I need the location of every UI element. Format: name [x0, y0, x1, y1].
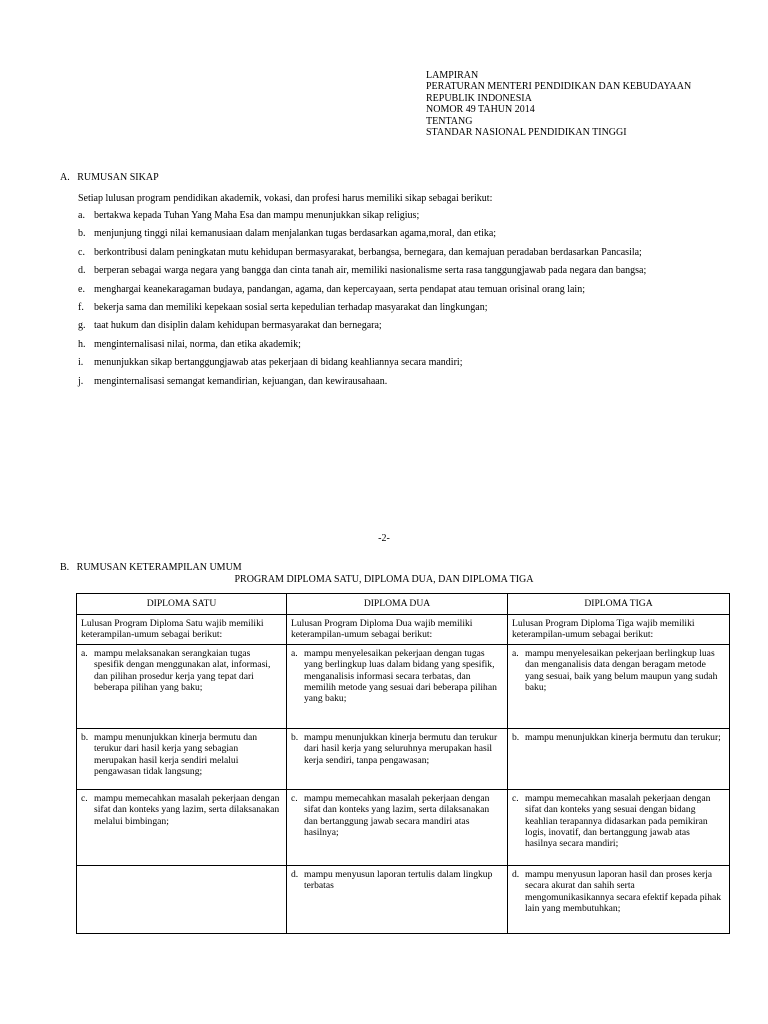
- cell-letter: a.: [81, 647, 88, 659]
- list-item: [78, 265, 710, 277]
- list-item-letter: f.: [78, 301, 84, 313]
- table-row: [77, 615, 730, 645]
- cell-letter: b.: [291, 731, 299, 743]
- list-item: [78, 339, 710, 351]
- list-item: [78, 247, 710, 259]
- table-cell: [287, 615, 508, 645]
- table-cell: [508, 865, 730, 933]
- table-header-row: [77, 594, 730, 615]
- program-title: PROGRAM DIPLOMA SATU, DIPLOMA DUA, DAN DIPLOMA TIGA: [234, 574, 534, 585]
- table-cell: [287, 865, 508, 933]
- cell-text: mampu menyelesaikan pekerjaan dengan tugas yang berlingkup luas dalam bidang yang spesifik, menganalisis informasi secara terbatas, dan memilih metode yang sesuai dari beberapa pilihan yang baku;: [304, 647, 497, 705]
- table-cell: [508, 615, 730, 645]
- table-cell: [77, 615, 287, 645]
- list-item-text: menunjukkan sikap bertanggungjawab atas pekerjaan di bidang keahliannya secara mandiri;: [94, 357, 463, 369]
- cell-letter: c.: [291, 792, 298, 804]
- cell-text: mampu memecahkan masalah pekerjaan dengan sifat dan konteks yang lazim, serta dilaksanakan melalui bimbingan;: [94, 792, 280, 827]
- list-item-text: bertakwa kepada Tuhan Yang Maha Esa dan mampu menunjukkan sikap religius;: [94, 210, 420, 221]
- header-line: TENTANG: [426, 115, 473, 127]
- list-item-text: taat hukum dan disiplin dalam kehidupan bermasyarakat dan bernegara;: [94, 320, 382, 332]
- section-a-intro: Setiap lulusan program pendidikan akademik, vokasi, dan profesi harus memiliki sikap sebagai berikut:: [78, 193, 493, 204]
- list-item-text: menginternalisasi nilai, norma, dan etika akademik;: [94, 338, 301, 350]
- table-cell: [508, 728, 730, 789]
- section-a-title: A. RUMUSAN SIKAP: [60, 172, 159, 183]
- list-item-letter: b.: [78, 228, 86, 240]
- list-item: [78, 357, 710, 369]
- column-header: DIPLOMA DUA: [287, 594, 508, 615]
- attitude-list: [78, 210, 710, 394]
- list-item-letter: e.: [78, 283, 85, 295]
- header-line: REPUBLIK INDONESIA: [426, 92, 532, 104]
- cell-text: Lulusan Program Diploma Satu wajib memiliki keterampilan-umum sebagai berikut:: [81, 618, 264, 641]
- document-header: [426, 70, 691, 138]
- table-cell: [508, 789, 730, 865]
- list-item: [78, 228, 710, 240]
- list-item: [78, 284, 710, 296]
- list-item-text: berperan sebagai warga negara yang bangga dan cinta tanah air, memiliki nasionalisme serta rasa tanggungjawab pada negara dan bangsa;: [94, 265, 647, 277]
- section-b-title: B. RUMUSAN KETERAMPILAN UMUM: [60, 562, 242, 573]
- cell-letter: c.: [81, 792, 88, 804]
- table-row: [77, 644, 730, 728]
- list-item-letter: j.: [78, 375, 84, 387]
- list-item-text: berkontribusi dalam peningkatan mutu kehidupan bermasyarakat, berbangsa, bernegara, dan kemajuan peradaban berdasarkan Pancasila;: [94, 246, 642, 258]
- table-row: [77, 728, 730, 789]
- table-row: [77, 865, 730, 933]
- list-item-letter: h.: [78, 338, 86, 350]
- cell-text: mampu memecahkan masalah pekerjaan dengan sifat dan konteks yang sesuai dengan bidang keahlian terapannya didasarkan pada pemikiran logis, inovatif, dan bertanggung jawab atas hasilnya secara mandiri;: [525, 792, 711, 850]
- cell-text: mampu menunjukkan kinerja bermutu dan terukur;: [525, 731, 721, 743]
- list-item-letter: i.: [78, 357, 84, 369]
- list-item: [78, 210, 710, 222]
- cell-text: mampu menyusun laporan hasil dan proses kerja secara akurat dan sahih serta mengomunikasikannya secara efektif kepada pihak lain yang membutuhkan;: [525, 868, 722, 915]
- list-item-letter: c.: [78, 246, 85, 258]
- list-item-text: menghargai keanekaragaman budaya, pandangan, agama, dan kepercayaan, serta pendapat atau temuan orisinal orang lain;: [94, 283, 585, 295]
- table-cell: [508, 644, 730, 728]
- list-item: [78, 302, 710, 314]
- header-line: PERATURAN MENTERI PENDIDIKAN DAN KEBUDAYAAN: [426, 81, 692, 93]
- list-item: [78, 320, 710, 332]
- list-item-letter: d.: [78, 265, 86, 277]
- cell-text: mampu memecahkan masalah pekerjaan dengan sifat dan konteks yang lazim, serta dilaksanakan dan bertanggung jawab secara mandiri atas hasilnya;: [304, 792, 490, 839]
- page-number: -2-: [378, 533, 390, 544]
- cell-text: mampu menunjukkan kinerja bermutu dan terukur dari hasil kerja yang sebagian merupakan hasil kerja sendiri melalui pengawasan tidak langsung;: [94, 731, 258, 778]
- cell-text: mampu menyusun laporan tertulis dalam lingkup terbatas: [304, 868, 493, 892]
- cell-text: mampu menyelesaikan pekerjaan berlingkup luas dan menganalisis data dengan beragam metode yang sesuai, baik yang belum maupun yang sudah baku;: [525, 647, 718, 694]
- table-cell: [77, 789, 287, 865]
- cell-text: mampu menunjukkan kinerja bermutu dan terukur dari hasil kerja yang seluruhnya merupakan hasil kerja sendiri, tanpa pengawasan;: [304, 731, 498, 766]
- cell-letter: d.: [291, 868, 299, 880]
- column-header: DIPLOMA TIGA: [508, 594, 730, 615]
- list-item-text: bekerja sama dan memiliki kepekaan sosial serta kepedulian terhadap masyarakat dan lingkungan;: [94, 301, 488, 313]
- header-line: STANDAR NASIONAL PENDIDIKAN TINGGI: [426, 127, 627, 139]
- list-item-text: menginternalisasi semangat kemandirian, kejuangan, dan kewirausahaan.: [94, 375, 388, 387]
- list-item-text: menjunjung tinggi nilai kemanusiaan dalam menjalankan tugas berdasarkan agama,moral, dan etika;: [94, 228, 497, 240]
- list-item: [78, 376, 710, 388]
- cell-letter: b.: [81, 731, 89, 743]
- cell-text: Lulusan Program Diploma Tiga wajib memiliki keterampilan-umum sebagai berikut:: [512, 618, 695, 641]
- skills-table: [76, 593, 730, 934]
- header-line: LAMPIRAN: [426, 70, 479, 81]
- cell-letter: a.: [291, 647, 298, 659]
- cell-text: Lulusan Program Diploma Dua wajib memiliki keterampilan-umum sebagai berikut:: [291, 618, 473, 641]
- table-cell: [287, 789, 508, 865]
- table-row: [77, 789, 730, 865]
- table-cell: [77, 865, 287, 933]
- table-cell: [287, 644, 508, 728]
- list-item-letter: a.: [78, 210, 85, 221]
- header-line: NOMOR 49 TAHUN 2014: [426, 104, 535, 116]
- cell-letter: a.: [512, 647, 519, 659]
- list-item-letter: g.: [78, 320, 86, 332]
- cell-letter: b.: [512, 731, 520, 743]
- cell-text: mampu melaksanakan serangkaian tugas spesifik dengan menggunakan alat, informasi, dan pilihan prosedur kerja yang tepat dari beberapa pilihan yang baku;: [94, 647, 271, 694]
- cell-letter: c.: [512, 792, 519, 804]
- table-cell: [77, 728, 287, 789]
- table-cell: [77, 644, 287, 728]
- cell-letter: d.: [512, 868, 520, 880]
- table-cell: [287, 728, 508, 789]
- column-header: DIPLOMA SATU: [77, 594, 287, 615]
